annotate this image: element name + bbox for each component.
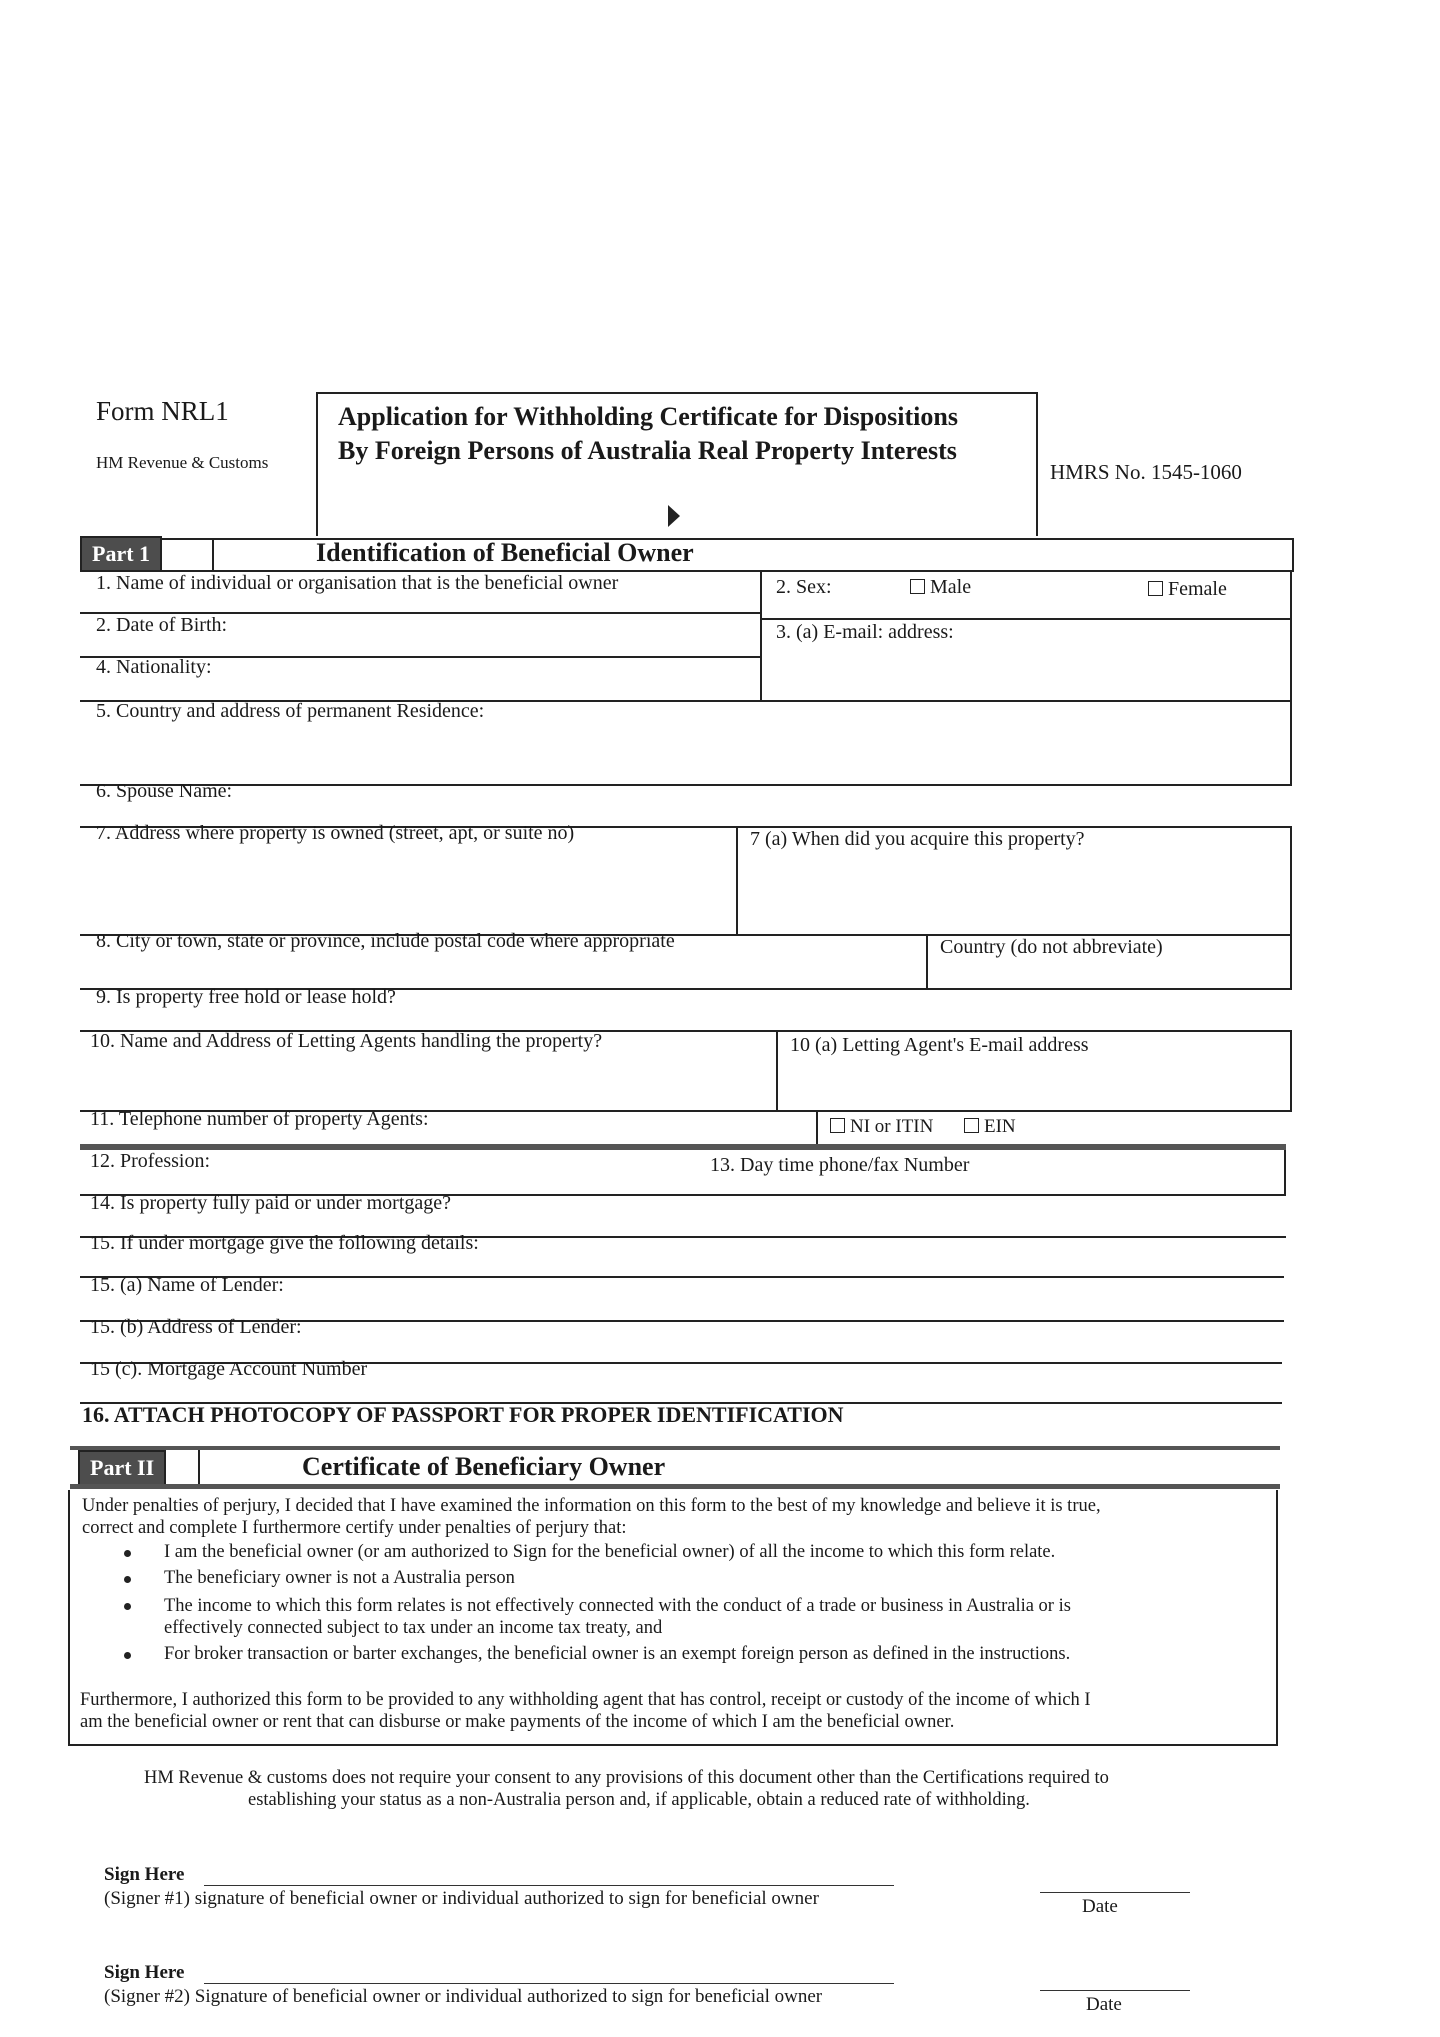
- cert-further-line2: am the beneficial owner or rent that can disburse or make payments of the income of which I am the beneficial owner.: [80, 1712, 955, 1732]
- field-mortgage-status[interactable]: 14. Is property fully paid or under mortgage?: [90, 1192, 452, 1214]
- checkbox-icon: [964, 1118, 979, 1133]
- part1-divider: [212, 538, 214, 570]
- checkbox-ni-itin[interactable]: [830, 1116, 933, 1138]
- field-agent-email[interactable]: 10 (a) Letting Agent's E-mail address: [790, 1034, 1089, 1056]
- form-title-line1: Application for Withholding Certificate for Dispositions: [338, 402, 958, 431]
- cert-further-line1: Furthermore, I authorized this form to be provided to any withholding agent that has control, receipt or custody of the income of which I: [80, 1690, 1091, 1710]
- cert-right-edge: [1276, 1490, 1278, 1744]
- thick-rule: [80, 1144, 1286, 1150]
- ni-itin-label: NI or ITIN: [850, 1116, 934, 1137]
- date-line-2[interactable]: [1040, 1990, 1190, 1991]
- right-edge: [1290, 570, 1292, 700]
- signature-line-1[interactable]: [204, 1885, 894, 1886]
- cert-left-edge: [68, 1490, 70, 1744]
- right-edge: [1290, 826, 1292, 934]
- sign-here-label-2: Sign Here: [104, 1962, 185, 1983]
- field-lender-name[interactable]: 15. (a) Name of Lender:: [90, 1274, 284, 1296]
- rule: [760, 618, 1290, 620]
- form-code: NRL1: [161, 396, 229, 426]
- field-property-address[interactable]: 7. Address where property is owned (street, apt, or suite no): [96, 822, 575, 844]
- checkbox-icon: [1148, 581, 1163, 596]
- signer-caption-2: (Signer #2) Signature of beneficial owner or individual authorized to sign for beneficial owner: [104, 1986, 823, 2007]
- part1-title: Identification of Beneficial Owner: [316, 538, 694, 567]
- field-city-state[interactable]: 8. City or town, state or province, include postal code where appropriate: [96, 930, 675, 952]
- rule: [80, 784, 1292, 786]
- bullet-icon: [124, 1603, 131, 1610]
- part2-divider: [198, 1450, 200, 1484]
- form-id: [96, 396, 229, 427]
- cert-bottom-rule: [68, 1744, 1278, 1746]
- date-label-1: Date: [1082, 1896, 1118, 1917]
- field-spouse-name[interactable]: 6. Spouse Name:: [96, 780, 233, 802]
- checkbox-icon: [830, 1118, 845, 1133]
- right-edge: [1290, 700, 1292, 786]
- sign-here-label-1: Sign Here: [104, 1864, 185, 1885]
- field-agent-telephone[interactable]: 11. Telephone number of property Agents:: [90, 1108, 429, 1130]
- col-divider-8: [926, 934, 928, 988]
- col-divider-11: [816, 1110, 818, 1146]
- part2-title-rule: [70, 1484, 1280, 1489]
- field-country[interactable]: Country (do not abbreviate): [940, 936, 1163, 958]
- bullet-icon: [124, 1550, 131, 1557]
- field-profession[interactable]: 12. Profession:: [90, 1150, 210, 1172]
- cert-bullet: I am the beneficial owner (or am authorized to Sign for the beneficial owner) of all the income to which this form relate.: [164, 1542, 1056, 1562]
- cert-bullet-continued: effectively connected subject to tax under an income tax treaty, and: [164, 1618, 663, 1638]
- part2-label: Part II: [78, 1450, 166, 1486]
- cert-bullet: For broker transaction or barter exchanges, the beneficial owner is an exempt foreign person as defined in the instructions.: [164, 1644, 1071, 1664]
- col-divider-10: [776, 1032, 778, 1110]
- female-label: Female: [1168, 578, 1227, 600]
- cert-intro-line1: Under penalties of perjury, I decided that I have examined the information on this form to the best of my knowledge and believe it is true,: [82, 1496, 1101, 1516]
- agency-name: HM Revenue & Customs: [96, 453, 269, 472]
- date-label-2: Date: [1086, 1994, 1122, 2015]
- passport-instruction: 16. ATTACH PHOTOCOPY OF PASSPORT FOR PROPER IDENTIFICATION: [82, 1402, 844, 1427]
- cert-bullet: The beneficiary owner is not a Australia person: [164, 1568, 515, 1588]
- part2-top-rule: [70, 1446, 1280, 1450]
- checkbox-icon: [910, 579, 925, 594]
- part1-label: Part 1: [80, 536, 162, 572]
- col-divider-7: [736, 826, 738, 934]
- checkbox-male[interactable]: [910, 576, 971, 599]
- checkbox-ein[interactable]: [964, 1116, 1016, 1138]
- form-title-line2: By Foreign Persons of Australia Real Property Interests: [338, 436, 957, 465]
- male-label: Male: [930, 576, 972, 598]
- field-beneficial-owner-name[interactable]: 1. Name of individual or organisation that is the beneficial owner: [96, 572, 619, 594]
- part1-right-edge: [1292, 538, 1294, 570]
- play-arrow-icon: [668, 505, 680, 527]
- field-nationality[interactable]: 4. Nationality:: [96, 656, 212, 678]
- ein-label: EIN: [984, 1116, 1016, 1137]
- signer-caption-1: (Signer #1) signature of beneficial owner or individual authorized to sign for beneficial owner: [104, 1888, 819, 1909]
- col-divider-1: [760, 570, 762, 700]
- date-line-1[interactable]: [1040, 1892, 1190, 1893]
- hmrs-number: HMRS No. 1545-1060: [1050, 460, 1242, 484]
- field-lender-address[interactable]: 15. (b) Address of Lender:: [90, 1316, 302, 1338]
- field-email[interactable]: 3. (a) E-mail: address:: [776, 621, 954, 643]
- field-daytime-phone[interactable]: 13. Day time phone/fax Number: [710, 1154, 970, 1176]
- field-mortgage-account[interactable]: 15 (c). Mortgage Account Number: [90, 1358, 368, 1380]
- right-edge: [1284, 1150, 1286, 1194]
- right-edge: [1290, 934, 1292, 988]
- form-label: Form: [96, 396, 155, 426]
- cert-intro-line2: correct and complete I furthermore certify under penalties of perjury that:: [82, 1518, 627, 1538]
- field-letting-agents[interactable]: 10. Name and Address of Letting Agents handling the property?: [90, 1030, 603, 1052]
- field-sex: 2. Sex:: [776, 576, 832, 598]
- consent-notice-line1: HM Revenue & customs does not require your consent to any provisions of this document other than the Certifications required to: [144, 1768, 1109, 1788]
- signature-line-2[interactable]: [204, 1983, 894, 1984]
- checkbox-female[interactable]: [1148, 578, 1227, 601]
- field-date-of-birth[interactable]: 2. Date of Birth:: [96, 614, 228, 636]
- field-mortgage-details: 15. If under mortgage give the following details:: [90, 1232, 479, 1254]
- cert-bullet: The income to which this form relates is not effectively connected with the conduct of a trade or business in Australia or is: [164, 1596, 1071, 1616]
- field-freehold-leasehold[interactable]: 9. Is property free hold or lease hold?: [96, 986, 396, 1008]
- bullet-icon: [124, 1576, 131, 1583]
- part2-title: Certificate of Beneficiary Owner: [302, 1452, 666, 1481]
- right-edge: [1290, 1032, 1292, 1110]
- field-residence-address[interactable]: 5. Country and address of permanent Residence:: [96, 700, 485, 722]
- bullet-icon: [124, 1652, 131, 1659]
- consent-notice-line2: establishing your status as a non-Australia person and, if applicable, obtain a reduced rate of withholding.: [248, 1790, 1030, 1810]
- field-acquire-date[interactable]: 7 (a) When did you acquire this property?: [750, 828, 1085, 850]
